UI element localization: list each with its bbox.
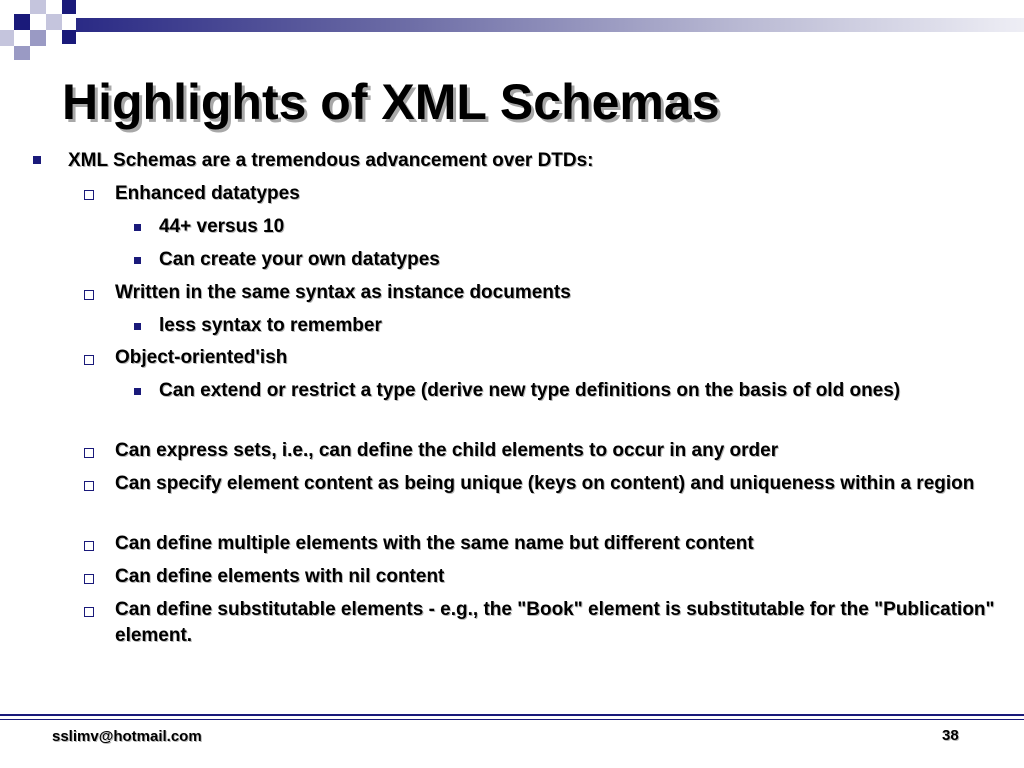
bullet-item: Can specify element content as being unique (keys on content) and uniqueness within a region bbox=[115, 473, 975, 494]
bullet-item: Can extend or restrict a type (derive new type definitions on the basis of old ones) bbox=[159, 380, 901, 401]
bullet-item: Written in the same syntax as instance documents bbox=[115, 282, 571, 303]
hollow-square-bullet-icon bbox=[84, 290, 94, 300]
header-gradient-bar bbox=[76, 18, 1024, 32]
corner-square-light-3 bbox=[46, 14, 62, 30]
corner-square-light bbox=[30, 0, 46, 14]
corner-square-navy bbox=[14, 14, 30, 30]
hollow-square-bullet-icon bbox=[84, 607, 94, 617]
corner-square-light-2 bbox=[0, 30, 14, 46]
hollow-square-bullet-icon bbox=[84, 574, 94, 584]
bullet-item: Object-oriented'ish bbox=[115, 347, 288, 368]
bullet-item: Can create your own datatypes bbox=[159, 249, 440, 270]
hollow-square-bullet-icon bbox=[84, 448, 94, 458]
hollow-square-bullet-icon bbox=[84, 190, 94, 200]
square-bullet-icon bbox=[134, 224, 141, 231]
corner-square-navy-3 bbox=[62, 30, 76, 44]
bullet-item: Can define multiple elements with the same name but different content bbox=[115, 533, 754, 554]
square-bullet-icon bbox=[134, 388, 141, 395]
square-bullet-icon bbox=[134, 323, 141, 330]
hollow-square-bullet-icon bbox=[84, 355, 94, 365]
square-bullet-icon bbox=[134, 257, 141, 264]
bullet-item: Can define elements with nil content bbox=[115, 566, 445, 587]
corner-square-mid-2 bbox=[14, 46, 30, 60]
square-bullet-icon bbox=[33, 156, 41, 164]
bullet-item: Can express sets, i.e., can define the child elements to occur in any order bbox=[115, 440, 779, 461]
hollow-square-bullet-icon bbox=[84, 541, 94, 551]
bullet-item: XML Schemas are a tremendous advancement over DTDs: bbox=[68, 150, 594, 171]
corner-square-navy-2 bbox=[62, 0, 76, 14]
corner-square-mid bbox=[30, 30, 46, 46]
hollow-square-bullet-icon bbox=[84, 481, 94, 491]
footer-divider-thin bbox=[0, 719, 1024, 720]
slide-title: Highlights of XML Schemas bbox=[62, 74, 720, 130]
bullet-item: 44+ versus 10 bbox=[159, 216, 285, 237]
footer-divider bbox=[0, 714, 1024, 716]
bullet-item: Enhanced datatypes bbox=[115, 183, 300, 204]
footer-email: sslimv@hotmail.com bbox=[52, 728, 202, 745]
bullet-item: Can define substitutable elements - e.g., the "Book" element is substitutable for the "Publication" element. bbox=[115, 599, 995, 646]
page-number: 38 bbox=[942, 727, 959, 744]
bullet-item: less syntax to remember bbox=[159, 315, 382, 336]
